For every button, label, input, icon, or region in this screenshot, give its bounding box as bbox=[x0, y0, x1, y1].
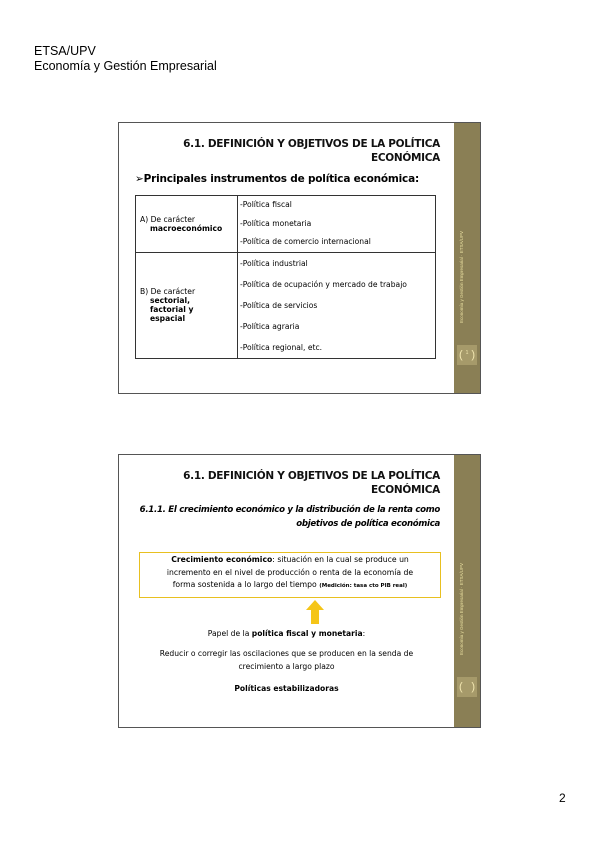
slide-number-box bbox=[457, 677, 477, 697]
slide-2-title-line2: ECONÓMICA bbox=[370, 484, 440, 496]
slide-2-sidebar bbox=[454, 455, 480, 727]
bracket-right-icon: ) bbox=[471, 349, 475, 361]
bracket-left-icon: ( bbox=[459, 681, 463, 693]
document-header bbox=[34, 44, 217, 74]
table-row bbox=[136, 196, 436, 253]
slide-1-sidebar bbox=[454, 123, 480, 393]
page-number: 2 bbox=[559, 791, 566, 805]
group-a-items bbox=[238, 196, 436, 253]
reduce-line2: crecimiento a largo plazo bbox=[238, 661, 335, 671]
sidebar-text: Economía y Gestión Empresarial · ETSA/UPV bbox=[459, 562, 464, 655]
header-institution: ETSA/UPV bbox=[34, 44, 96, 58]
slide-1-subtitle: ➢Principales instrumentos de política económica: bbox=[135, 173, 419, 185]
group-b-items bbox=[238, 252, 436, 358]
table-row bbox=[136, 252, 436, 358]
list-item: -Política monetaria bbox=[240, 218, 312, 228]
list-item: -Política fiscal bbox=[240, 200, 292, 209]
list-item: -Política de servicios bbox=[240, 300, 318, 310]
instruments-table bbox=[135, 195, 436, 359]
slide-1 bbox=[118, 122, 481, 394]
slide-2-subtitle-line1: 6.1.1. El crecimiento económico y la distribución de la renta como bbox=[139, 505, 440, 515]
slide-1-title bbox=[183, 137, 440, 165]
list-item: -Política regional, etc. bbox=[240, 342, 323, 352]
slide-2-subtitle bbox=[140, 503, 440, 531]
slide-1-title-line2: ECONÓMICA bbox=[370, 152, 440, 164]
group-label-line: A) De carácter bbox=[140, 214, 196, 224]
bracket-left-icon: ( bbox=[459, 349, 463, 361]
definition-box bbox=[139, 552, 441, 598]
definition-term: Crecimiento económico bbox=[171, 555, 273, 564]
header-course: Economía y Gestión Empresarial bbox=[34, 59, 217, 73]
bracket-right-icon: ) bbox=[471, 681, 475, 693]
slide-2-title bbox=[183, 469, 440, 497]
policy-role-suffix: : bbox=[362, 629, 366, 638]
list-item: -Política de ocupación y mercado de trabajo bbox=[240, 279, 407, 289]
definition-line3 bbox=[140, 579, 440, 593]
slide-2-subtitle-line2: objetivos de política económica bbox=[296, 519, 440, 529]
group-label-bold: factorial y bbox=[150, 305, 194, 314]
group-label-bold: espacial bbox=[150, 314, 186, 323]
definition-line1 bbox=[140, 554, 440, 567]
list-item: -Política agraria bbox=[240, 321, 300, 331]
list-item: -Política de comercio internacional bbox=[240, 237, 371, 246]
list-item: -Política industrial bbox=[240, 258, 308, 268]
definition-line2: incremento en el nivel de producción o renta de la economía de bbox=[166, 567, 414, 577]
definition-text: forma sostenida a lo largo del tiempo bbox=[172, 580, 317, 589]
stabilizing-policies: Políticas estabilizadoras bbox=[234, 684, 339, 693]
policy-role-prefix: Papel de la bbox=[207, 629, 252, 638]
group-label-bold: sectorial, bbox=[150, 296, 190, 305]
slide-number: 1 bbox=[465, 350, 469, 356]
slide-2-title-line1: 6.1. DEFINICIÓN Y OBJETIVOS DE LA POLÍTICA bbox=[183, 470, 440, 482]
group-a-label bbox=[136, 196, 238, 253]
policy-role bbox=[119, 629, 454, 638]
measurement-note: (Medición: tasa cto PIB real) bbox=[319, 583, 408, 589]
policy-role-bold: política fiscal y monetaria bbox=[251, 629, 363, 638]
slide-number-box bbox=[457, 345, 477, 365]
definition-text: : situación en la cual se produce un bbox=[272, 555, 409, 564]
sidebar-text: Economía y Gestión Empresarial · ETSA/UPV bbox=[459, 230, 464, 323]
slide-2 bbox=[118, 454, 481, 728]
group-label-bold: macroeconómico bbox=[150, 223, 223, 233]
group-label-line: B) De carácter bbox=[140, 287, 196, 296]
slide-1-title-line1: 6.1. DEFINICIÓN Y OBJETIVOS DE LA POLÍTICA bbox=[183, 138, 440, 150]
group-b-label bbox=[136, 252, 238, 358]
up-arrow-icon bbox=[306, 600, 324, 624]
reduce-line1: Reducir o corregir las oscilaciones que se producen en la senda de bbox=[159, 649, 414, 658]
reduce-text bbox=[119, 648, 454, 673]
